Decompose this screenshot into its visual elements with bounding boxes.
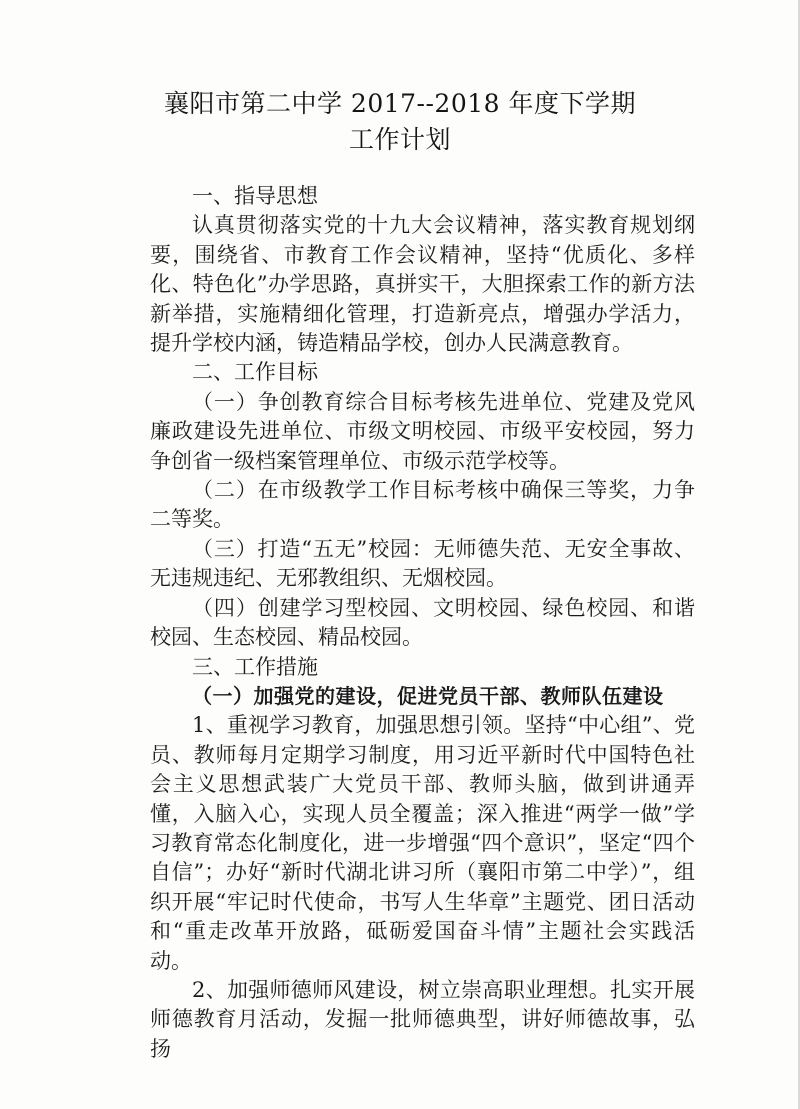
document-body <box>150 182 695 1064</box>
title-line-1: 襄阳市第二中学 2017--2018 年度下学期 <box>163 89 637 118</box>
measure-item-1: 1、重视学习教育，加强思想引领。坚持“中心组”、党员、教师每月定期学习制度，用习近平新时代中国特色社会主义思想武装广大党员干部、教师头脑，做到讲通弄懂，入脑入心，实现人员全覆盖；深入推进“两学一做”学习教育常态化制度化，进一步增强“四个意识”，坚定“四个自信”；办好“新时代湖北讲习所（襄阳市第二中学）”，组织开展“牢记时代使命，书写人生华章”主题党、团日活动和“重走改革开放路，砥砺爱国奋斗情”主题社会实践活动。 <box>150 713 695 973</box>
goal-item-1: （一）争创教育综合目标考核先进单位、党建及党风廉政建设先进单位、市级文明校园、市级平安校园，努力争创省一级档案管理单位、市级示范学校等。 <box>150 389 695 473</box>
measure-item-2: 2、加强师德师风建设，树立崇高职业理想。扎实开展师德教育月活动，发掘一批师德典型，讲好师德故事，弘扬 <box>150 977 695 1061</box>
section-heading-work-goals: 二、工作目标 <box>192 360 318 385</box>
goal-item-2: （二）在市级教学工作目标考核中确保三等奖，力争二等奖。 <box>150 478 695 532</box>
subheading-party-building: （一）加强党的建设，促进党员干部、教师队伍建设 <box>192 683 664 708</box>
document-title <box>0 86 800 158</box>
section-heading-work-measures: 三、工作措施 <box>192 654 318 679</box>
section-heading-guiding-ideology: 一、指导思想 <box>192 184 318 208</box>
goal-item-4: （四）创建学习型校园、文明校园、绿色校园、和谐校园、生态校园、精品校园。 <box>150 595 695 650</box>
title-line-2: 工作计划 <box>348 125 451 154</box>
paragraph-guiding-ideology: 认真贯彻落实党的十九大会议精神，落实教育规划纲要，围绕省、市教育工作会议精神，坚持“优质化、多样化、特色化”办学思路，真拼实干，大胆探索工作的新方法新举措，实施精细化管理，打造新亮点，增强办学活力，提升学校内涵，铸造精品学校，创办人民满意教育。 <box>150 213 695 356</box>
goal-item-3: （三）打造“五无”校园：无师德失范、无安全事故、无违规违纪、无邪教组织、无烟校园。 <box>150 536 695 591</box>
